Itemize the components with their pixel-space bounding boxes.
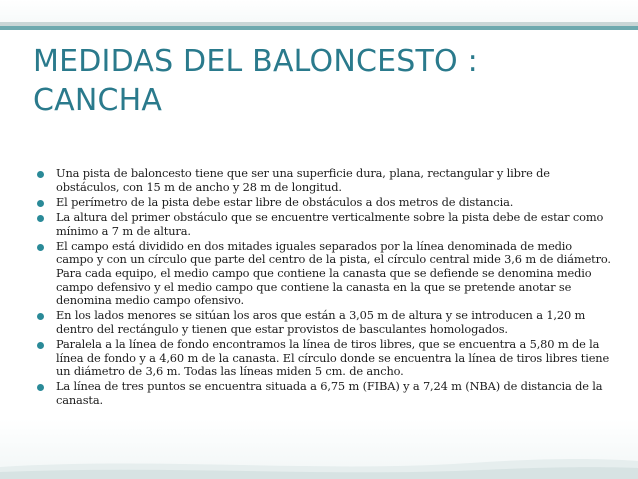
bullet-list (36, 167, 611, 409)
bullet-icon (37, 200, 44, 207)
bullet-text: Una pista de baloncesto tiene que ser una superficie dura, plana, rectangular y libre de obstáculos, con 15 m de ancho y 28 m de longitud. (56, 166, 550, 194)
list-item (36, 196, 611, 210)
bullet-icon (37, 384, 44, 391)
list-item (36, 211, 611, 238)
bullet-icon (37, 171, 44, 178)
list-item (36, 167, 611, 194)
footer-wave (0, 439, 638, 479)
list-item (36, 309, 611, 336)
bullet-text: La línea de tres puntos se encuentra situada a 6,75 m (FIBA) y a 7,24 m (NBA) de distancia de la canasta. (56, 379, 603, 408)
bullet-text: En los lados menores se sitúan los aros que están a 3,05 m de altura y se introducen a 1,20 m dentro del rectángulo y tienen que estar provistos de basculantes homologados. (56, 308, 586, 336)
bullet-icon (37, 313, 44, 320)
bullet-text: La altura del primer obstáculo que se encuentre verticalmente sobre la pista debe de estar como mínimo a 7 m de altura. (56, 209, 604, 238)
bullet-text: El perímetro de la pista debe estar libre de obstáculos a dos metros de distancia. (56, 194, 514, 209)
bullet-text: El campo está dividido en dos mitades iguales separados por la línea denominada de medio campo y con un círculo que parte del centro de la pista, el círculo central mide 3,6 m de diámetro. Para cada equipo, el medio campo que contiene la canasta que se defiende se denomina medio campo defensivo y el medio campo que contiene la canasta en la que se pretende anotar se denomina medio campo ofensivo. (56, 238, 611, 308)
list-item (36, 240, 611, 308)
header-teal-strip (0, 26, 638, 30)
list-item (36, 338, 611, 379)
slide-title: MEDIDAS DEL BALONCESTO : CANCHA (33, 44, 478, 118)
bullet-text: Paralela a la línea de fondo encontramos la línea de tiros libres, que se encuentra a 5,80 m de la línea de fondo y a 4,60 m de la canasta. El círculo donde se encuentra la línea de tiros libres tiene un diámetro de 3,6 m. Todas las líneas miden 5 cm. de ancho. (56, 337, 610, 379)
list-item (36, 380, 611, 407)
bullet-icon (37, 215, 44, 222)
bullet-icon (37, 244, 44, 251)
header-band (0, 22, 638, 32)
bullet-icon (37, 342, 44, 349)
